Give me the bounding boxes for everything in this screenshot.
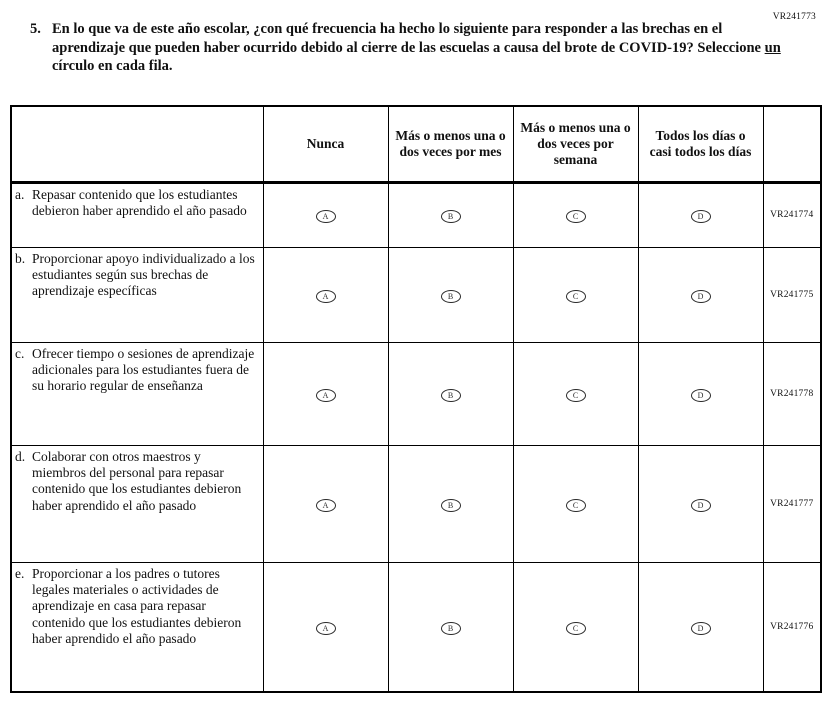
item-cell-d [11,445,263,562]
answer-oval-d[interactable] [691,290,711,303]
row-code: VR241775 [763,247,821,342]
page-code: VR241773 [772,12,816,22]
oval-letter: D [697,390,704,400]
oval-letter: A [322,500,329,510]
option-cell [513,562,638,692]
oval-letter: C [572,390,579,400]
option-cell [263,562,388,692]
oval-letter: C [572,291,579,301]
answer-oval-b[interactable] [441,389,461,402]
item-letter: e. [15,565,25,581]
option-cell [263,247,388,342]
item-text: Proporcionar a los padres o tutores legales materiales o actividades de aprendizaje en casa para repasar contenido que los estudiantes debieron haber aprendido el año pasado [32,565,242,647]
answer-oval-c[interactable] [566,499,586,512]
table-row [11,562,821,692]
table-header-row [11,106,821,182]
table-row [11,182,821,247]
oval-letter: A [322,623,329,633]
item-cell-e [11,562,263,692]
oval-letter: C [572,500,579,510]
oval-letter: C [572,212,579,221]
item-letter: c. [15,345,25,361]
response-matrix-table [10,105,822,693]
option-cell [263,342,388,445]
header-item-blank [11,106,263,182]
item-cell-b [11,247,263,342]
answer-oval-d[interactable] [691,499,711,512]
option-cell [263,182,388,247]
oval-letter: D [697,212,704,221]
option-cell [388,342,513,445]
oval-letter: D [697,500,704,510]
oval-letter: B [447,500,454,510]
item-letter: b. [15,250,26,266]
header-todos-los-dias: Todos los días o casi todos los días [638,106,763,182]
option-cell [638,562,763,692]
table-row [11,342,821,445]
oval-letter: B [447,212,454,221]
item-text: Repasar contenido que los estudiantes debieron haber aprendido el año pasado [32,186,247,218]
row-code: VR241778 [763,342,821,445]
option-cell [513,247,638,342]
item-text: Ofrecer tiempo o sesiones de aprendizaje adicionales para los estudiantes fuera de su horario regular de enseñanza [32,345,255,394]
item-cell-a [11,182,263,247]
oval-letter: B [447,390,454,400]
answer-oval-a[interactable] [316,389,336,402]
oval-letter: B [447,291,454,301]
row-code: VR241774 [763,182,821,247]
answer-oval-a[interactable] [316,622,336,635]
answer-oval-d[interactable] [691,389,711,402]
answer-oval-b[interactable] [441,210,461,223]
question-text-emphasis: un [764,39,781,56]
row-code: VR241776 [763,562,821,692]
answer-oval-b[interactable] [441,499,461,512]
oval-letter: A [322,390,329,400]
question-text-part2: círculo en cada fila. [52,58,173,75]
answer-oval-d[interactable] [691,622,711,635]
question-number: 5. [30,21,41,37]
oval-letter: D [697,291,704,301]
option-cell [638,342,763,445]
option-cell [388,182,513,247]
answer-oval-a[interactable] [316,210,336,223]
header-veces-por-mes: Más o menos una o dos veces por mes [388,106,513,182]
header-nunca: Nunca [263,106,388,182]
item-letter: a. [15,186,25,202]
answer-oval-b[interactable] [441,290,461,303]
question-text-part1: En lo que va de este año escolar, ¿con qué frecuencia ha hecho lo siguiente para responder a las brechas en el aprendizaje que pueden haber ocurrido debido al cierre de las escuelas a causa del brote de COVID-19? Seleccione [52,21,765,56]
option-cell [263,445,388,562]
answer-oval-c[interactable] [566,622,586,635]
option-cell [638,445,763,562]
answer-oval-a[interactable] [316,290,336,303]
table-row [11,445,821,562]
item-letter: d. [15,448,26,464]
option-cell [513,342,638,445]
option-cell [513,182,638,247]
table-row [11,247,821,342]
oval-letter: D [697,623,704,633]
answer-oval-c[interactable] [566,290,586,303]
item-cell-c [11,342,263,445]
answer-oval-c[interactable] [566,210,586,223]
answer-oval-c[interactable] [566,389,586,402]
option-cell [388,247,513,342]
question-text [50,20,790,76]
oval-letter: C [572,623,579,633]
option-cell [388,445,513,562]
oval-letter: A [322,212,329,221]
oval-letter: B [447,623,454,633]
answer-oval-d[interactable] [691,210,711,223]
item-text: Proporcionar apoyo individualizado a los estudiantes según sus brechas de aprendizaje específicas [32,250,255,299]
option-cell [638,182,763,247]
header-code-blank [763,106,821,182]
question-5 [30,20,790,76]
item-text: Colaborar con otros maestros y miembros del personal para repasar contenido que los estudiantes debieron haber aprendido el año pasado [32,448,242,513]
answer-oval-a[interactable] [316,499,336,512]
option-cell [638,247,763,342]
oval-letter: A [322,291,329,301]
option-cell [388,562,513,692]
header-veces-por-semana: Más o menos una o dos veces por semana [513,106,638,182]
option-cell [513,445,638,562]
answer-oval-b[interactable] [441,622,461,635]
row-code: VR241777 [763,445,821,562]
